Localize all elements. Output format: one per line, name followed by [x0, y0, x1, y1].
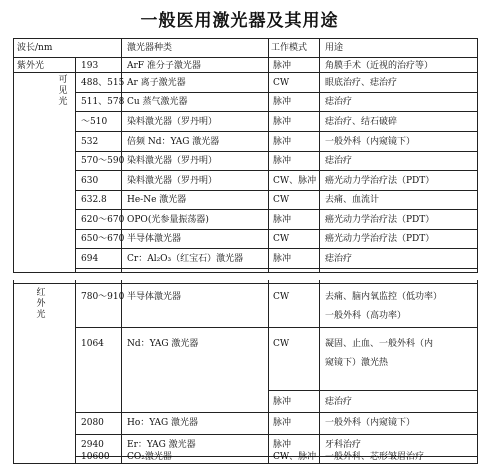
cell-use: 痣治疗 [325, 156, 353, 166]
cell-mode: CW、脉冲 [273, 176, 317, 186]
cell-mode: CW [273, 339, 290, 349]
cell-mode: CW、脉冲 [273, 452, 317, 462]
visible-section-bottom [13, 272, 478, 273]
cell-mode: CW [273, 195, 290, 205]
col-divider-mode [268, 38, 269, 464]
row-divider [75, 229, 478, 230]
cell-use: 痣治疗 [325, 254, 353, 264]
row-divider [75, 248, 478, 249]
group-visible [57, 75, 69, 108]
cell-wavelength: 570～590 [81, 156, 125, 166]
cell-laser-type: He-Ne 激光器 [127, 195, 187, 205]
cell-use: 去痛、脑内氧监控（低功率） [325, 292, 443, 302]
cell-mode: 脉冲 [273, 137, 292, 147]
cell-use-line2: 窥镜下）激光热 [325, 358, 389, 368]
group-ir [35, 288, 47, 321]
page-title: 一般医用激光器及其用途 [140, 11, 339, 31]
row-divider [75, 209, 478, 210]
cell-use: 牙科治疗 [325, 440, 362, 450]
cell-laser-type: Cu 蒸气激光器 [127, 97, 188, 107]
group-uv: 紫外光 [17, 61, 45, 71]
cell-wavelength: 2940 [81, 440, 104, 450]
cell-mode: 脉冲 [273, 418, 292, 428]
cell-laser-type: 半导体激光器 [127, 292, 182, 302]
cell-wavelength: ～510 [81, 117, 108, 127]
cell-mode: 脉冲 [273, 117, 292, 127]
table-border-right [477, 38, 478, 464]
cell-wavelength: 488、515 [81, 78, 125, 88]
cell-mode: 脉冲 [273, 215, 292, 225]
row-divider [75, 327, 478, 328]
row-divider [75, 434, 478, 435]
cell-laser-type: Ho：YAG 激光器 [127, 418, 199, 428]
cell-laser-type: 染料激光器（罗丹明） [127, 156, 218, 166]
header-use: 用途 [325, 43, 344, 53]
header-mode: 工作模式 [271, 43, 308, 53]
cell-laser-type: 染料激光器（罗丹明） [127, 176, 218, 186]
cell-wavelength: 532 [81, 137, 99, 147]
row-divider-partial [268, 390, 478, 391]
ir-section-top [13, 283, 478, 284]
cell-wavelength: 2080 [81, 418, 104, 428]
cell-mode-sub: 脉冲 [273, 397, 292, 407]
laser-table [13, 38, 478, 464]
col-divider-use [319, 38, 320, 464]
cell-laser-type: 倍频 Nd：YAG 激光器 [127, 137, 220, 147]
cell-use: 癌光动力学治疗法（PDT） [325, 176, 435, 186]
cell-mode: 脉冲 [273, 254, 292, 264]
cell-use: 眼底治疗、痣治疗 [325, 78, 398, 88]
cell-wavelength: 780～910 [81, 292, 125, 302]
cell-use: 凝固、止血、一般外科（内 [325, 339, 434, 349]
cell-mode: 脉冲 [273, 61, 292, 71]
cell-mode: CW [273, 234, 290, 244]
cell-mode: CW [273, 292, 290, 302]
group-ir-label: 红 外 光 [36, 288, 46, 320]
cell-wavelength: 650～670 [81, 234, 125, 244]
cell-mode: 脉冲 [273, 97, 292, 107]
cell-laser-type: OPO(光参量振荡器) [127, 215, 209, 225]
cell-laser-type: CO₂激光器 [127, 452, 172, 462]
cell-use: 癌光动力学治疗法（PDT） [325, 234, 435, 244]
cell-mode: 脉冲 [273, 156, 292, 166]
cell-laser-type: Nd：YAG 激光器 [127, 339, 199, 349]
cell-laser-type: 染料激光器（罗丹明） [127, 117, 218, 127]
group-visible-label: 可 见 光 [58, 75, 68, 107]
cell-laser-type: ArF 准分子激光器 [127, 61, 201, 71]
row-divider [13, 72, 478, 73]
row-divider [75, 170, 478, 171]
row-divider [75, 151, 478, 152]
cell-use: 一般外科（内窥镜下） [325, 137, 416, 147]
cell-use-sub: 痣治疗 [325, 397, 353, 407]
cell-mode: 脉冲 [273, 440, 292, 450]
cell-use: 一般外科（内窥镜下） [325, 418, 416, 428]
row-divider [75, 268, 478, 269]
cell-use-line2: 一般外科（高功率） [325, 311, 407, 321]
cell-use: 痣治疗、结石破碎 [325, 117, 398, 127]
cell-wavelength: 193 [81, 61, 99, 71]
row-divider [75, 190, 478, 191]
cell-wavelength: 694 [81, 254, 99, 264]
header-wavelength: 波长/nm [17, 43, 53, 53]
table-border-top [13, 38, 478, 39]
row-divider [75, 131, 478, 132]
header-laser-type: 激光器种类 [127, 43, 173, 53]
cell-wavelength: 10600 [81, 452, 110, 462]
cell-wavelength: 1064 [81, 339, 104, 349]
cell-use: 癌光动力学治疗法（PDT） [325, 215, 435, 225]
cell-use: 一般外科、芯形皱眉治疗 [325, 452, 425, 462]
page-break-gap [13, 272, 478, 280]
cell-laser-type: 半导体激光器 [127, 234, 182, 244]
header-divider [13, 57, 478, 58]
row-divider [75, 111, 478, 112]
table-border-left [13, 38, 14, 464]
cell-use: 角膜手术（近视的治疗等） [325, 61, 434, 71]
row-divider [75, 412, 478, 413]
cell-use: 去痛、血流计 [325, 195, 380, 205]
cell-laser-type: Er：YAG 激光器 [127, 440, 196, 450]
row-divider [75, 92, 478, 93]
cell-wavelength: 632.8 [81, 195, 107, 205]
cell-mode: CW [273, 78, 290, 88]
table-border-bottom [13, 463, 478, 464]
cell-laser-type: Ar 离子激光器 [127, 78, 186, 88]
cell-use: 痣治疗 [325, 97, 353, 107]
cell-wavelength: 511、578 [81, 97, 125, 107]
cell-wavelength: 620～670 [81, 215, 125, 225]
cell-wavelength: 630 [81, 176, 99, 186]
cell-laser-type: Cr：Al₂O₃（红宝石）激光器 [127, 254, 244, 264]
col-divider-wavelength [75, 57, 76, 464]
